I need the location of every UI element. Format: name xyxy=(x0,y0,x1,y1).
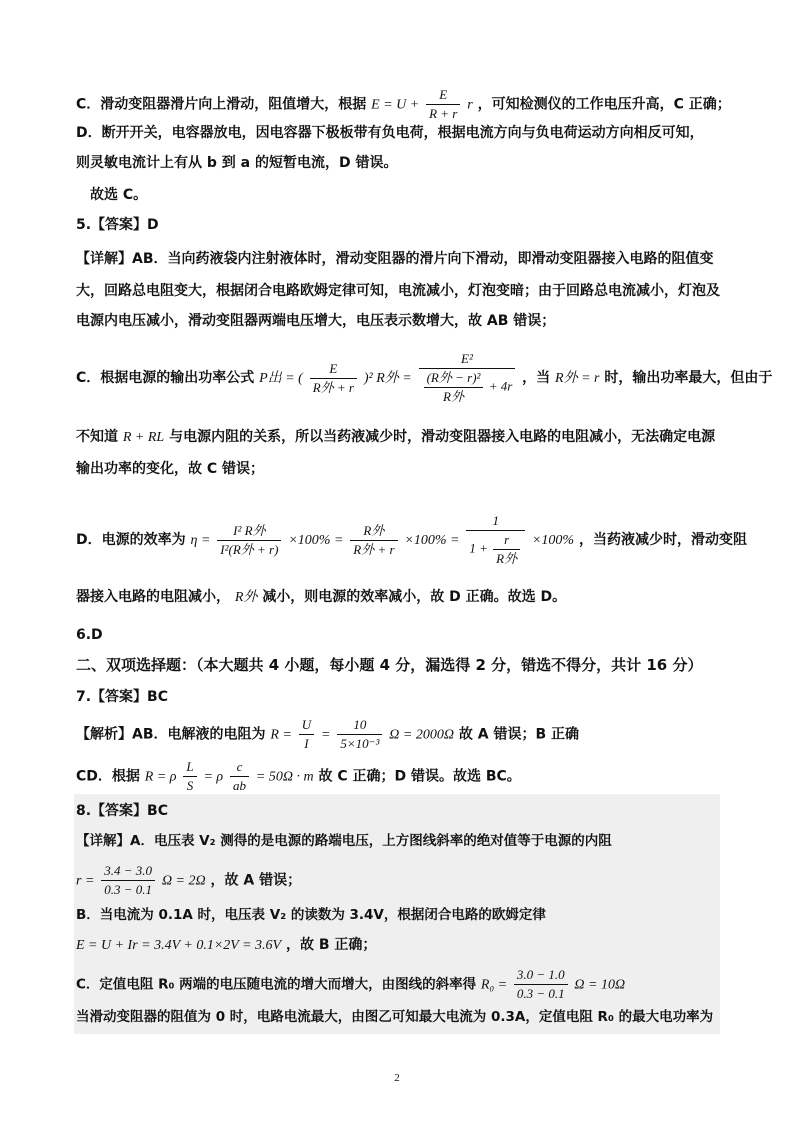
fraction xyxy=(514,966,568,1003)
denominator: S xyxy=(186,778,194,793)
text: 故 C 正确；D 错误。故选 BC。 xyxy=(318,768,521,785)
text: 器接入电路的电阻减小， xyxy=(76,589,230,605)
numerator: E xyxy=(310,360,357,379)
text-line xyxy=(76,586,566,609)
text: 故 A 错误；B 正确 xyxy=(458,726,579,743)
text: 减小，则电源的效率减小，故 D 正确。故选 D。 xyxy=(262,589,567,605)
text-line xyxy=(76,862,301,899)
text-line xyxy=(76,758,521,795)
text: C．定值电阻 R₀ 两端的电压随电流的增大而增大，由图线的斜率得 xyxy=(76,976,477,993)
numerator: 3.0 − 1.0 xyxy=(514,966,568,985)
formula: P出 = ( xyxy=(259,371,303,386)
fraction xyxy=(419,350,516,406)
formula: r xyxy=(467,97,473,113)
denominator: I²(R外 + r) xyxy=(220,541,279,557)
formula: R外 = r xyxy=(555,371,600,386)
denominator: 5×10⁻³ xyxy=(340,736,380,751)
formula: = xyxy=(321,727,331,743)
formula: R外 xyxy=(234,590,258,605)
fraction xyxy=(101,862,155,899)
text: C．根据电源的输出功率公式 xyxy=(76,370,255,386)
text: ，当药液减少时，滑动变阻 xyxy=(578,532,747,548)
formula: ×100% = xyxy=(404,533,460,548)
text-line xyxy=(76,512,747,568)
formula: R = ρ xyxy=(144,769,177,785)
formula: = ρ xyxy=(203,769,224,785)
text-line xyxy=(76,966,625,1003)
text-line: 则灵敏电流计上有从 b 到 a 的短暂电流，D 错误。 xyxy=(76,155,398,171)
text: C．滑动变阻器滑片向上滑动，阻值增大，根据 xyxy=(76,96,367,113)
fraction xyxy=(424,369,484,406)
denominator: R外 + r xyxy=(312,379,354,395)
text-line: 输出功率的变化，故 C 错误； xyxy=(76,461,265,477)
numerator: 1 xyxy=(466,512,525,531)
formula: r = xyxy=(76,873,95,889)
numerator: r xyxy=(493,531,520,550)
text: 时，输出功率最大，但由于 xyxy=(604,370,773,386)
denominator: I xyxy=(304,736,309,751)
formula: R₀ = xyxy=(480,977,508,993)
text-line: D．断开开关，电容器放电，因电容器下极板带有负电荷，根据电流方向与负电荷运动方向相反可知， xyxy=(76,125,704,141)
numerator: 3.4 − 3.0 xyxy=(101,862,155,881)
formula: E = U + xyxy=(371,97,420,113)
numerator: I² R外 xyxy=(217,522,281,541)
text: 【解析】AB．电解液的电阻为 xyxy=(76,726,266,743)
numerator: E xyxy=(426,86,460,105)
text-line: 【详解】AB．当向药液袋内注射液体时，滑动变阻器的滑片向下滑动，即滑动变阻器接入电路的阻值变 xyxy=(76,251,714,267)
fraction xyxy=(299,716,314,753)
fraction xyxy=(493,531,520,568)
formula: )² R外 = xyxy=(363,371,412,386)
text-line: 当滑动变阻器的阻值为 0 时，电路电流最大，由图乙可知最大电流为 0.3A，定值电阻 R₀ 的最大电功率为 xyxy=(76,1009,714,1025)
text: ，当 xyxy=(522,370,551,386)
numerator: L xyxy=(183,758,196,777)
numerator: U xyxy=(299,716,314,735)
formula: R = xyxy=(270,727,292,743)
denominator: R外 xyxy=(443,389,464,404)
fraction xyxy=(217,522,281,559)
text-line xyxy=(76,86,731,123)
numerator: (R外 − r)² xyxy=(424,369,484,388)
denominator: R外 + r xyxy=(353,541,395,557)
page-number: 2 xyxy=(394,1072,400,1084)
text: D．电源的效率为 xyxy=(76,532,186,548)
formula: Ω = 2000Ω xyxy=(389,727,454,743)
formula: R + RL xyxy=(122,430,165,445)
denominator: 0.3 − 0.1 xyxy=(104,882,153,897)
fraction xyxy=(350,522,397,559)
denominator xyxy=(466,531,525,568)
formula: = 50Ω · m xyxy=(255,769,314,785)
formula: E = U + Ir = 3.4V + 0.1×2V = 3.6V xyxy=(76,938,282,953)
section-heading: 二、双项选择题：（本大题共 4 小题，每小题 4 分，漏选得 2 分，错选不得分，共计 16 分） xyxy=(76,656,703,674)
denominator: R外 xyxy=(496,551,518,566)
text-line: 大，回路总电阻变大，根据闭合电路欧姆定律可知，电流减小，灯泡变暗；由于回路总电流减小，灯泡及 xyxy=(76,283,720,299)
text-line xyxy=(76,934,376,957)
formula: Ω = 10Ω xyxy=(574,977,626,993)
text-line xyxy=(76,716,579,753)
text: ，故 B 正确； xyxy=(285,937,377,953)
formula: Ω = 2Ω xyxy=(161,873,206,889)
denominator: R + r xyxy=(429,106,458,121)
text-line: 电源内电压减小，滑动变阻器两端电压增大，电压表示数增大，故 AB 错误； xyxy=(76,313,556,329)
formula: 1 + xyxy=(469,540,488,556)
denominator: ab xyxy=(233,778,247,793)
text: CD．根据 xyxy=(76,768,140,785)
numerator: 10 xyxy=(337,716,382,735)
fraction xyxy=(466,512,525,568)
text: 与电源内阻的关系，所以当药液减少时，滑动变阻器接入电路的电阻减小，无法确定电源 xyxy=(169,429,716,445)
text-line xyxy=(76,426,715,449)
answer-heading: 6.D xyxy=(76,627,103,643)
denominator xyxy=(419,369,516,406)
numerator: R外 xyxy=(350,522,397,541)
formula: η = xyxy=(190,533,211,548)
answer-heading: 8.【答案】BC xyxy=(76,803,169,819)
formula: ×100% = xyxy=(288,533,344,548)
fraction xyxy=(310,360,357,397)
text: 不知道 xyxy=(76,429,118,445)
fraction xyxy=(337,716,382,753)
fraction xyxy=(426,86,460,123)
fraction xyxy=(230,758,249,795)
denominator: 0.3 − 0.1 xyxy=(516,986,565,1001)
numerator: c xyxy=(230,758,249,777)
fraction xyxy=(183,758,196,795)
text: ，故 A 错误； xyxy=(210,872,302,889)
text-line: 故选 C。 xyxy=(90,187,148,203)
answer-heading: 7.【答案】BC xyxy=(76,689,169,705)
formula: + 4r xyxy=(488,378,513,394)
text-line: B．当电流为 0.1A 时，电压表 V₂ 的读数为 3.4V，根据闭合电路的欧姆定律 xyxy=(76,907,546,923)
answer-heading: 5.【答案】D xyxy=(76,217,159,233)
text-line xyxy=(76,350,772,406)
text: ，可知检测仪的工作电压升高，C 正确； xyxy=(477,96,731,113)
text-line: 【详解】A．电压表 V₂ 测得的是电源的路端电压，上方图线斜率的绝对值等于电源的内阻 xyxy=(76,833,612,849)
numerator: E² xyxy=(419,350,516,369)
formula: ×100% xyxy=(531,533,575,548)
